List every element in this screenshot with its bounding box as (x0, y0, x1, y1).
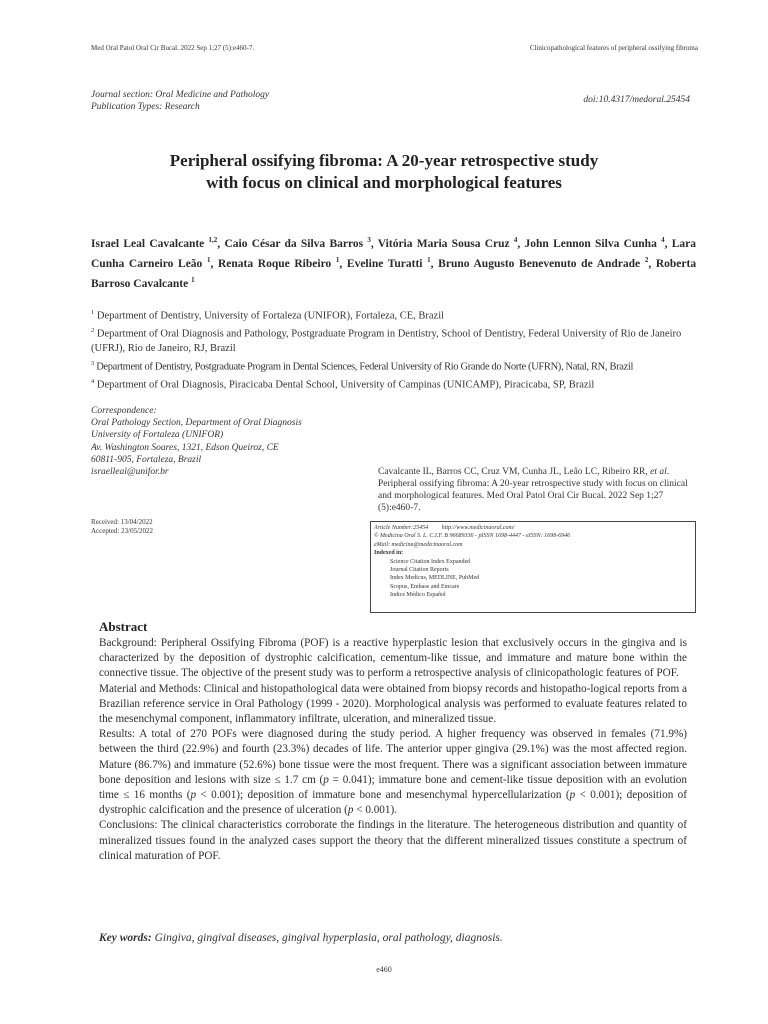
author-affiliation-mark: 2 (644, 255, 649, 264)
author-affiliation-mark: 4 (661, 236, 665, 244)
author-affiliation-mark: 1 (427, 255, 431, 264)
citation: Cavalcante IL, Barros CC, Cruz VM, Cunha JL, Leão LC, Ribeiro RR, et al. Peripheral ossifying fibroma: A 20-year retrospective study with focus on clinical and morphological features. Med Oral Patol Oral Cir Bucal. 2022 Sep 1;27 (5):e460-7. (378, 467, 688, 513)
title-line-2: with focus on clinical and morphological features (206, 173, 562, 192)
correspondence-line: Oral Pathology Section, Department of Oral Diagnosis (91, 418, 302, 429)
author-name: Roberta Barroso Cavalcante (91, 257, 697, 290)
abstract-conclusions: Conclusions: The clinical characteristics corroborate the findings in the literature. The heterogeneous distribution and quantity of mineralized tissues found in the analyzed cases support the theory that the different mineralized tissues constitute a spectrum of clinical maturation of POF. (99, 819, 687, 862)
author-name: John Lennon Silva Cunha (524, 237, 657, 250)
article-title (110, 150, 658, 194)
title-line-1: Peripheral ossifying fibroma: A 20-year retrospective study (169, 151, 599, 170)
author-affiliation-mark: 1 (206, 255, 211, 264)
accepted-date: Accepted: 23/05/2022 (91, 527, 154, 535)
et-al: et al (650, 467, 667, 477)
author-affiliation-mark: 1 (335, 255, 340, 264)
affiliation-3: $^3$ Department of Dentistry, Postgraduate Program in Dental Sciences, Federal University of Rio Grande do Norte (UFRN), Natal, RN, Brazil (91, 359, 634, 372)
indexed-label: Indexed in: (374, 550, 404, 557)
copyright-line: © Medicina Oral S. L. C.I.F. B 96689336 - pISSN 1698-4447 - eISSN: 1698-6946 (374, 533, 571, 540)
author-name: Caio César da Silva Barros (224, 237, 364, 250)
abstract-methods: Material and Methods: Clinical and histopathological data were obtained from biopsy records and histopatho-logical reports from a Brazilian reference service in Oral Pathology (1999 - 2020). Morphological analysis was performed to evaluate features related to the mesenchymal component, inflammatory infiltrate, ulceration, and mineralized tissue. (99, 682, 687, 726)
correspondence-line: Av. Washington Soares, 1321, Edson Queiroz, CE (91, 442, 279, 453)
abstract-heading: Abstract (99, 619, 148, 634)
article-dates (91, 518, 153, 536)
doi: doi:10.4317/medoral.25454 (583, 95, 690, 105)
author-name: Renata Roque Ribeiro (218, 257, 332, 270)
index-item: Indice Médico Español (390, 592, 446, 599)
correspondence-email: israelleal@unifor.br (91, 467, 169, 478)
keywords-text: Gingiva, gingival diseases, gingival hyperplasia, oral pathology, diagnosis. (151, 932, 503, 944)
author-name: Vitória Maria Sousa Cruz (377, 237, 510, 250)
keywords (99, 932, 503, 944)
author-name: Eveline Turatti (346, 257, 423, 270)
index-item: Journal Citation Reports (390, 567, 449, 574)
author-name: Israel Leal Cavalcante (91, 237, 205, 250)
author-affiliation-mark: 4 (513, 236, 518, 244)
affiliation-2: $^2$ Department of Oral Diagnosis and Pathology, Postgraduate Program in Dentistry, School of Dentistry, Federal University of Rio de Janeiro (UFRJ), Rio de Janeiro, RJ, Brazil (91, 327, 682, 354)
received-date: Received: 13/04/2022 (91, 518, 153, 526)
abstract-body (99, 636, 687, 864)
publication-type: Publication Types: Research (91, 102, 200, 112)
correspondence-line: University of Fortaleza (UNIFOR) (91, 430, 224, 441)
running-header-right: Clinicopathological features of peripheral ossifying fibroma (529, 44, 698, 52)
author-affiliation-mark: 3 (367, 236, 371, 244)
index-item: Index Medicus, MEDLINE, PubMed (390, 575, 480, 582)
abstract-background: Background: Peripheral Ossifying Fibroma (POF) is a reactive hyperplastic lesion that exclusively occurs in the gingiva and is characterized by the deposition of dystrophic calcification, cementum-like tissue, and immature and mature bone within the connective tissue. The objective of the present study was to perform a retrospective analysis of clinicopathologic features of POF. (99, 637, 687, 680)
email-line: eMail: medicina@medicinaoral.com (374, 541, 463, 548)
affiliation-4: $^4$ Department of Oral Diagnosis, Piracicaba Dental School, University of Campinas (UNICAMP), Piracicaba, SP, Brazil (91, 377, 595, 390)
affiliation-list (91, 306, 696, 393)
keywords-label: Key words: (99, 932, 152, 944)
index-item: Scopus, Embase and Emcare (390, 583, 460, 590)
running-header-left: Med Oral Patol Oral Cir Bucal. 2022 Sep 1;27 (5):e460-7. (91, 44, 255, 52)
journal-section: Journal section: Oral Medicine and Pathology (91, 90, 270, 100)
article-info-box (370, 521, 696, 613)
correspondence-label: Correspondence: (91, 406, 157, 416)
author-affiliation-mark: 1 (191, 275, 195, 284)
journal-meta (91, 89, 269, 113)
index-item: Science Citation Index Expanded (390, 558, 471, 565)
correspondence (91, 405, 302, 478)
affiliation-1: $^1$ Department of Dentistry, University of Fortaleza (UNIFOR), Fortaleza, CE, Brazil (91, 309, 445, 322)
abstract-results: Results: A total of 270 POFs were diagnosed during the study period. A higher frequency was observed in females (71.9%) between the third (22.9%) and fourth (23.3%) decades of life. The anterior upper gingiva (29.1%) was the most affected region. Mature (86.7%) and immature (52.6%) bone tissue were the most frequent. There was a significant association between immature bone deposition and lesions with size ≤ 1.7 cm (p = 0.041); immature bone and cement-like tissue deposition with an evolution time ≤ 16 months (p < 0.001); deposition of immature bone and mesenchymal hypercellularization (p < 0.001); deposition of dystrophic calcification and the presence of ulceration (p < 0.001). (99, 728, 687, 817)
author-list: Israel Leal Cavalcante $^{1,2}$, Caio César da Silva Barros $^3$, Vitória Maria Sousa Cruz $^4$, John Lennon Silva Cunha $^4$, Lara Cunha Carneiro Leão $^1$, Renata Roque Ribeiro $^1$, Eveline Turatti $^1$, Bruno Augusto Benevenuto de Andrade $^2$, Roberta Barroso Cavalcante $^1$ (91, 236, 697, 290)
author-affiliation-mark: 1,2 (208, 236, 218, 244)
article-number-line: Article Number:25454 http://www.medicinaoral.com/ (374, 525, 515, 531)
author-name: Lara Cunha Carneiro Leão (91, 237, 697, 270)
page-number: e460 (376, 965, 392, 974)
author-name: Bruno Augusto Benevenuto de Andrade (438, 257, 641, 270)
correspondence-line: 60811-905, Fortaleza, Brazil (91, 454, 202, 465)
